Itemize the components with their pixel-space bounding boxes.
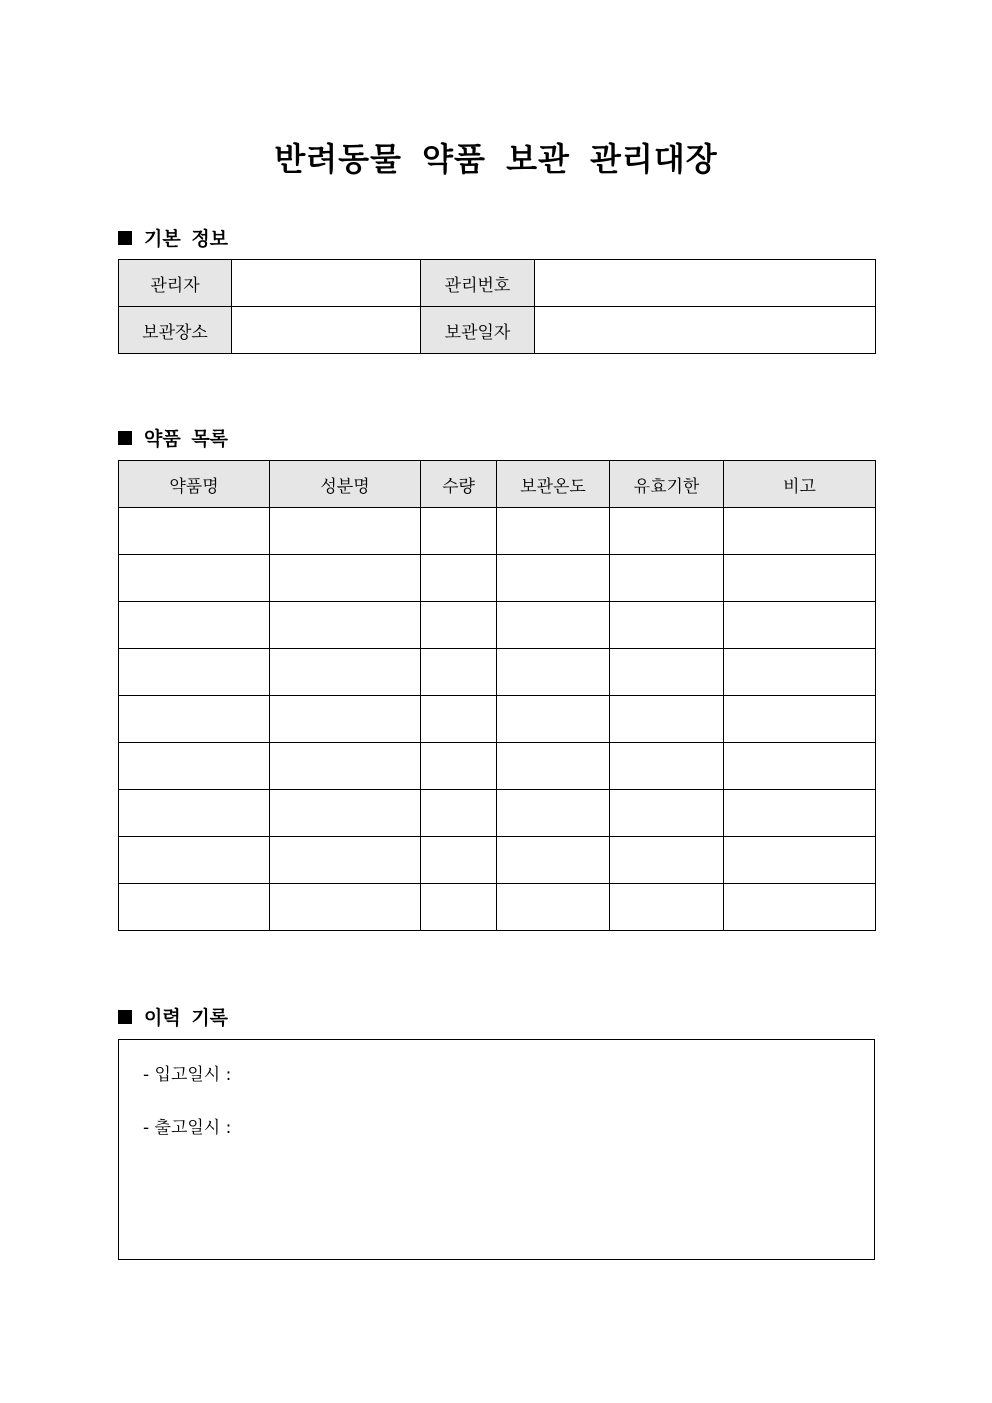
table-cell[interactable] — [497, 696, 610, 743]
table-cell[interactable] — [724, 602, 876, 649]
manager-field[interactable] — [232, 260, 421, 307]
table-cell[interactable] — [610, 555, 724, 602]
column-header-quantity: 수량 — [421, 461, 497, 508]
table-cell[interactable] — [119, 555, 270, 602]
section-heading-label: 이력 기록 — [144, 1007, 229, 1029]
section-heading-label: 기본 정보 — [144, 228, 229, 250]
column-header-medicine-name: 약품명 — [119, 461, 270, 508]
table-row — [119, 649, 876, 696]
table-cell[interactable] — [270, 837, 421, 884]
square-bullet-icon — [118, 431, 132, 445]
date-label: 보관일자 — [421, 307, 535, 354]
table-cell[interactable] — [497, 649, 610, 696]
table-row — [119, 696, 876, 743]
table-row — [119, 884, 876, 931]
table-cell[interactable] — [497, 743, 610, 790]
table-cell[interactable] — [421, 508, 497, 555]
table-cell[interactable] — [270, 602, 421, 649]
table-cell[interactable] — [724, 743, 876, 790]
location-label: 보관장소 — [119, 307, 232, 354]
manager-label: 관리자 — [119, 260, 232, 307]
table-cell[interactable] — [724, 837, 876, 884]
column-header-expiry: 유효기한 — [610, 461, 724, 508]
table-cell[interactable] — [497, 555, 610, 602]
table-cell[interactable] — [119, 884, 270, 931]
table-cell[interactable] — [497, 790, 610, 837]
table-cell[interactable] — [119, 649, 270, 696]
table-row — [119, 508, 876, 555]
table-cell[interactable] — [270, 508, 421, 555]
square-bullet-icon — [118, 1010, 132, 1024]
table-cell[interactable] — [421, 649, 497, 696]
table-cell[interactable] — [421, 696, 497, 743]
table-cell[interactable] — [270, 743, 421, 790]
table-row — [119, 555, 876, 602]
table-cell[interactable] — [421, 790, 497, 837]
medicine-table — [118, 460, 876, 931]
table-cell[interactable] — [270, 555, 421, 602]
table-cell[interactable] — [421, 602, 497, 649]
basic-info-table — [118, 259, 876, 354]
table-cell[interactable] — [610, 743, 724, 790]
section-heading-basic-info — [118, 224, 228, 251]
mgmt-no-field[interactable] — [535, 260, 876, 307]
location-field[interactable] — [232, 307, 421, 354]
date-field[interactable] — [535, 307, 876, 354]
table-cell[interactable] — [610, 696, 724, 743]
table-cell[interactable] — [119, 837, 270, 884]
table-cell[interactable] — [119, 602, 270, 649]
mgmt-no-label: 관리번호 — [421, 260, 535, 307]
table-cell[interactable] — [724, 696, 876, 743]
table-cell[interactable] — [270, 884, 421, 931]
table-cell[interactable] — [610, 508, 724, 555]
table-cell[interactable] — [497, 837, 610, 884]
history-box[interactable] — [118, 1039, 875, 1260]
table-cell[interactable] — [724, 508, 876, 555]
column-header-remarks: 비고 — [724, 461, 876, 508]
table-cell[interactable] — [119, 508, 270, 555]
table-cell[interactable] — [497, 602, 610, 649]
table-cell[interactable] — [270, 649, 421, 696]
table-cell[interactable] — [270, 790, 421, 837]
section-heading-label: 약품 목록 — [144, 428, 229, 450]
table-row — [119, 260, 876, 307]
table-row — [119, 790, 876, 837]
table-cell[interactable] — [610, 837, 724, 884]
page-title: 반려동물 약품 보관 관리대장 — [274, 140, 718, 178]
table-cell[interactable] — [119, 743, 270, 790]
table-cell[interactable] — [497, 884, 610, 931]
column-header-storage-temp: 보관온도 — [497, 461, 610, 508]
table-cell[interactable] — [610, 649, 724, 696]
table-cell[interactable] — [610, 884, 724, 931]
table-row — [119, 307, 876, 354]
history-line-in: - 입고일시 : — [143, 1065, 232, 1085]
section-heading-medicine-list — [118, 424, 228, 451]
history-line-out: - 출고일시 : — [143, 1118, 232, 1138]
table-cell[interactable] — [421, 884, 497, 931]
column-header-ingredient: 성분명 — [270, 461, 421, 508]
table-row — [119, 743, 876, 790]
table-cell[interactable] — [724, 790, 876, 837]
table-row — [119, 602, 876, 649]
table-cell[interactable] — [119, 696, 270, 743]
table-cell[interactable] — [610, 790, 724, 837]
table-row — [119, 837, 876, 884]
square-bullet-icon — [118, 231, 132, 245]
table-cell[interactable] — [421, 837, 497, 884]
table-cell[interactable] — [270, 696, 421, 743]
section-heading-history — [118, 1003, 228, 1030]
table-cell[interactable] — [497, 508, 610, 555]
table-cell[interactable] — [421, 743, 497, 790]
table-cell[interactable] — [610, 602, 724, 649]
table-cell[interactable] — [421, 555, 497, 602]
table-cell[interactable] — [724, 555, 876, 602]
table-cell[interactable] — [119, 790, 270, 837]
table-cell[interactable] — [724, 649, 876, 696]
table-cell[interactable] — [724, 884, 876, 931]
table-header-row — [119, 461, 876, 508]
